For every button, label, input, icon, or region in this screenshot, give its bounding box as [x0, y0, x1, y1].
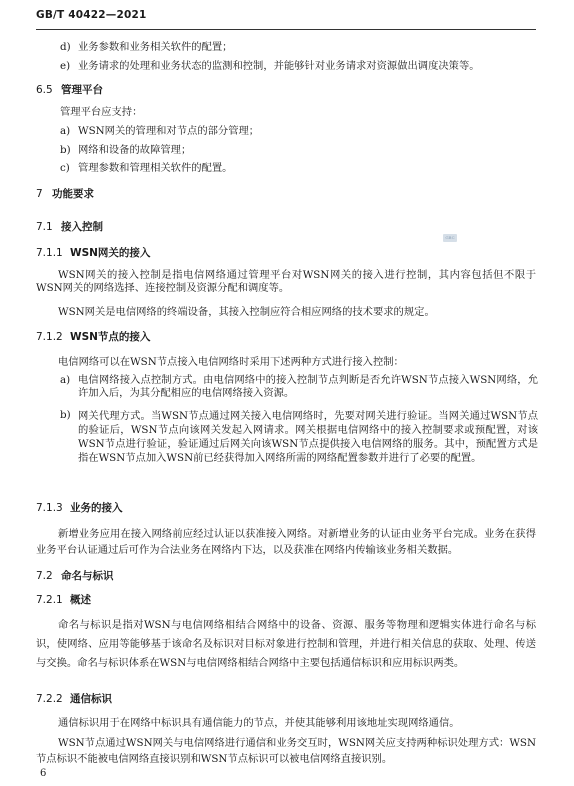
paragraph-intro: 管理平台应支持：: [60, 106, 143, 118]
list-label-d: d): [60, 41, 71, 53]
section-title: WSN网关的接入: [70, 247, 151, 259]
list-label-a: a): [60, 125, 71, 137]
section-7-2-2-heading: [36, 693, 112, 706]
section-title: 业务的接入: [70, 502, 123, 514]
list-label-a: a): [60, 374, 71, 386]
paragraph: WSN网关的接入控制是指电信网络通过管理平台对WSN网关的接入进行控制，其内容包括但不限于WSN网关的网络选择、连接控制及资源分配和调度等。: [36, 269, 536, 294]
section-6-5-heading: [36, 84, 103, 97]
section-title: 概述: [70, 594, 91, 606]
page-number: 6: [40, 768, 47, 779]
section-7-1-3-heading: [36, 502, 123, 515]
list-item-b: 网关代理方式。当WSN节点通过网关接入电信网络时，先要对网关进行验证。当网关通过WSN节点的验证后，WSN节点向该网关发起入网请求。网关根据电信网络中的接入控制要求或预配置，对该WSN节点进行验证，验证通过后网关向该WSN节点提供接入电信网络的服务。其中，预配置方式是指在WSN节点加入WSN前已经获得加入网络所需的网络配置参数并进行了必要的配置。: [78, 410, 538, 464]
section-number: 7.2.2: [36, 693, 63, 705]
section-7-1-2-heading: [36, 331, 150, 344]
list-item-e: 业务请求的处理和业务状态的监测和控制，并能够针对业务请求对资源做出调度决策等。: [78, 60, 480, 72]
list-label-e: e): [60, 60, 71, 72]
section-title: 接入控制: [61, 221, 103, 233]
section-number: 7.2: [36, 570, 53, 582]
standard-code: GB/T 40422—2021: [36, 9, 147, 21]
section-number: 7.1.1: [36, 247, 63, 259]
section-7-heading: [36, 188, 94, 201]
section-title: 通信标识: [70, 693, 112, 705]
section-title: 管理平台: [61, 84, 103, 96]
section-7-1-1-heading: [36, 247, 150, 260]
list-label-c: c): [60, 162, 70, 174]
section-number: 7.1.3: [36, 502, 63, 514]
watermark-stamp: GBC: [443, 234, 457, 242]
list-item-a: WSN网关的管理和对节点的部分管理；: [78, 125, 260, 137]
paragraph: 命名与标识是指对WSN与电信网络相结合网络中的设备、资源、服务等物理和逻辑实体进行命名与标识，使网络、应用等能够基于该命名及标识对目标对象进行控制和管理，并进行相关信息的获取、处理、传送与交换。命名与标识体系在WSN与电信网络相结合网络中主要包括通信标识和应用标识两类。: [36, 619, 536, 669]
paragraph: 通信标识用于在网络中标识具有通信能力的节点，并使其能够利用该地址实现网络通信。: [58, 717, 460, 729]
section-number: 7.2.1: [36, 594, 63, 606]
section-number: 7: [36, 188, 43, 200]
section-7-1-heading: [36, 221, 103, 234]
paragraph: WSN网关是电信网络的终端设备，其接入控制应符合相应网络的技术要求的规定。: [58, 306, 435, 318]
section-number: 7.1: [36, 221, 53, 233]
paragraph: 新增业务应用在接入网络前应经过认证以获准接入网络。对新增业务的认证由业务平台完成。业务在获得业务平台认证通过后可作为合法业务在网络内下达，以及获准在网络内传输该业务相关数据。: [36, 528, 536, 556]
list-item-b: 网络和设备的故障管理；: [78, 144, 192, 156]
list-label-b: b): [60, 144, 71, 156]
list-item-d: 业务参数和业务相关软件的配置；: [78, 41, 233, 53]
section-number: 6.5: [36, 84, 53, 96]
section-title: 命名与标识: [61, 570, 114, 582]
paragraph: WSN节点通过WSN网关与电信网络进行通信和业务交互时，WSN网关应支持两种标识处理方式：WSN节点标识不能被电信网络直接识别和WSN节点标识可以被电信网络直接识别。: [36, 737, 536, 765]
list-item-a: 电信网络接入点控制方式。由电信网络中的接入控制节点判断是否允许WSN节点接入WSN网络，允许加入后，为其分配相应的电信网络接入资源。: [78, 374, 538, 399]
section-7-2-heading: [36, 570, 114, 583]
section-7-2-1-heading: [36, 594, 91, 607]
section-title: 功能要求: [52, 188, 94, 200]
section-title: WSN节点的接入: [70, 331, 151, 343]
list-item-c: 管理参数和管理相关软件的配置。: [78, 162, 233, 174]
list-label-b: b): [60, 409, 71, 421]
header-divider: [36, 29, 536, 30]
paragraph: 电信网络可以在WSN节点接入电信网络时采用下述两种方式进行接入控制：: [58, 356, 404, 368]
section-number: 7.1.2: [36, 331, 63, 343]
